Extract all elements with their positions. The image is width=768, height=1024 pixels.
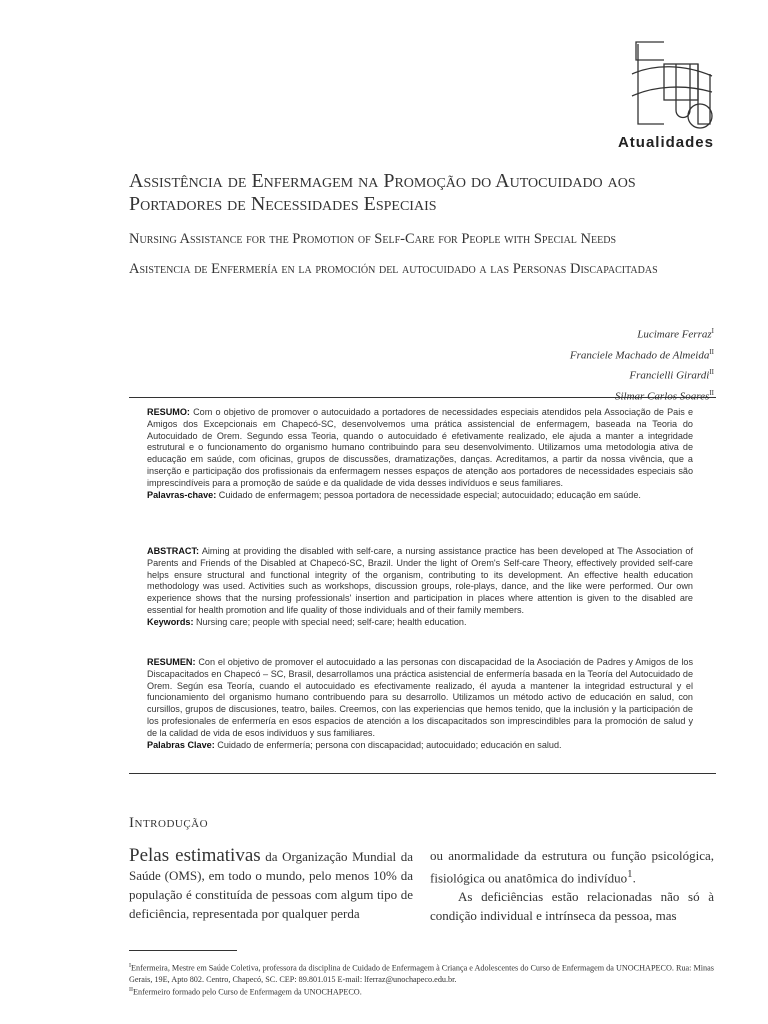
footnote-2: $^{II}$Enfermeiro formado pelo Curso de Enfermagem da UNOCHAPECO.: [129, 986, 362, 997]
body-column-left: [129, 846, 413, 923]
resumen-keywords: Cuidado de enfermería; persona con discapacidad; autocuidado; educación en salud.: [217, 739, 562, 750]
footnote-1: $^I$Enfermeira, Mestre em Saúde Coletiva, professora da disciplina de Cuidado de Enfermagem à Criança e Adolescentes do Curso de Enfermagem da UNOCHAPECO. Rua: Minas Gerais, 19E, Apto 802. Centro, Chapecó, SC. CEP: 89.801.015 E-mail: lferraz@unochapeco.edu.br.: [129, 963, 714, 984]
body-column-right: ou anormalidade da estrutura ou função psicológica, fisiológica ou anatômica do indivíduo$^1$. As deficiências estão relacionadas não só à condição individual e intrínseca da pessoa, mas: [430, 848, 714, 924]
dropcap-phrase: Pelas estimativas: [129, 845, 261, 866]
author-list: [570, 323, 714, 406]
author: Francielli Girardi$^{II}$: [629, 368, 714, 382]
resumen-keywords-label: Palabras Clave:: [147, 739, 215, 750]
abstract-english: [147, 546, 693, 629]
citation-ref: 1: [627, 868, 633, 880]
journal-logo: [624, 34, 716, 130]
author: Silmar Carlos Soares$^{II}$: [615, 388, 714, 403]
abstract-spanish: [147, 657, 693, 751]
body-text: As deficiências estão relacionadas não só à condição individual e intrínseca da pessoa, mas: [430, 889, 714, 924]
resumo-keywords: Cuidado de enfermagem; pessoa portadora de necessidade especial; autocuidado; educação em saúde.: [218, 489, 641, 500]
author: Lucimare Ferraz$^I$: [637, 327, 714, 341]
abstract-text: Aiming at providing the disabled with self-care, a nursing assistance practice has been developed at The Association of Parents and Friends of the Disabled at Chapecó-SC, Brazil. Under the light of Orem's Self-care Theory, effectively provided self-care helps ensure structural and functional integrity of the organism, contributing to its development. An effective health education methodology was used. Activities such as workshops, discussion groups, role-plays, dance, and the like were performed. Our own experience shows that the nursing professionals' insertion and participation in places where attention is given to the disabled are essential for health promotion and life quality of those individuals and of their family members.: [147, 546, 694, 615]
abstract-bottom-rule: [129, 773, 716, 774]
article-title-spanish: Asistencia de Enfermería en la promoción del autocuidado a las Personas Discapacitadas: [129, 261, 658, 277]
article-title-english: Nursing Assistance for the Promotion of Self-Care for People with Special Needs: [129, 231, 617, 247]
abstract-label: ABSTRACT:: [147, 546, 200, 556]
article-title-portuguese: Assistência de Enfermagem na Promoção do Autocuidado aos Portadores de Necessidades Especiais: [129, 170, 636, 215]
resumen-label: RESUMEN:: [147, 657, 196, 667]
abstract-keywords-label: Keywords:: [147, 616, 194, 627]
section-heading-introduction: Introdução: [129, 815, 209, 831]
abstract-portuguese: [147, 407, 693, 501]
abstract-top-rule: [129, 397, 716, 398]
resumen-text: Con el objetivo de promover el autocuidado a las personas con discapacidad de la Asociación de Padres y Amigos de los Discapacitados en Chapecó – SC, Brasil, desarrollamos una práctica asistencial de enfermería basada en la Teoría del Autocuidado de Orem. Según esa Teoría, cuando el autocuidado es efectivamente realizado, él ayuda a mantener la integridad estructural y el funcionamiento del organismo humano contribuendo para su desarrollo. Utilizamos un método activo de educación en salud, con cursillos, grupos de discusiones, teatro, bailes. Creemos, con las experiencias que hemos tenido, que la inclusión y la participación de los profesionales de enfermería en esos espacios de atención a los discapacitados son imprescindibles para la promoción de salud y de la calidad de vida de esos individuos y sus familiares.: [147, 657, 693, 738]
footnotes: [129, 961, 716, 997]
title-block: [129, 170, 729, 290]
body-text: ou anormalidade da estrutura ou função psicológica, fisiológica ou anatômica do indivíduo: [430, 848, 714, 886]
body-text: da Organização Mundial da Saúde (OMS), em todo o mundo, pelo menos 10% da população é constituída de pessoas com algum tipo de deficiência, representada por qualquer perda: [129, 849, 413, 921]
footnote-rule: [129, 950, 237, 951]
author: Franciele Machado de Almeida$^{II}$: [569, 347, 714, 362]
resumo-keywords-label: Palavras-chave:: [147, 489, 217, 500]
resumo-label: RESUMO:: [147, 407, 190, 417]
section-label: Atualidades: [617, 134, 714, 151]
abstract-keywords: Nursing care; people with special need; self-care; health education.: [196, 616, 467, 627]
resumo-text: Com o objetivo de promover o autocuidado a portadores de necessidades especiais atendidos pela Associação de Pais e Amigos dos Excepcionais em Chapecó-SC, desenvolvemos uma prática assistencial de enfermagem, baseada na Teoria do Autocuidado de Orem. Segundo essa Teoria, quando o autocuidado é efetivamente realizado, ele ajuda a manter a integridade estrutural e o funcionamento do organismo humano contribuindo para seu desenvolvimento. Utilizamos uma metodologia ativa de educação em saúde, com oficinas, grupos de discussões, dramatizações, danças. Acreditamos, a partir da nossa vivência, que a inserção e participação dos profissionais da enfermagem nesses espaços de atenção aos portadores de necessidades especiais são imprescindíveis para a promoção de saúde e da qualidade de vida desses indivíduos e seus familiares.: [147, 407, 693, 488]
